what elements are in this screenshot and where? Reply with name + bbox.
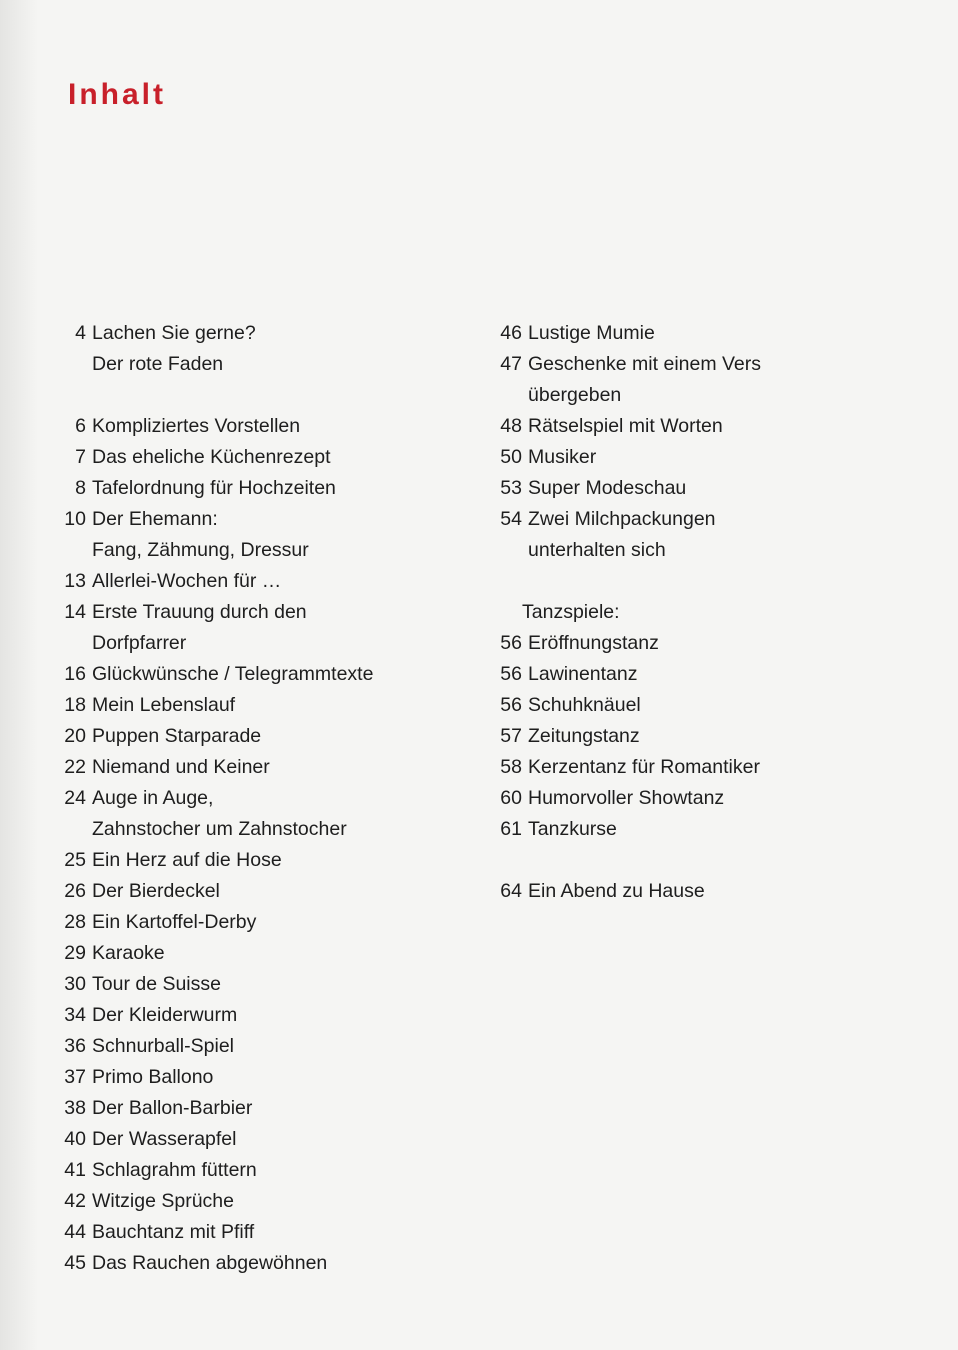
toc-entry-title: Schuhknäuel (528, 694, 641, 716)
toc-page-number: 22 (64, 756, 86, 778)
toc-entry-title: Ein Kartoffel-Derby (92, 911, 257, 933)
toc-page-number: 60 (500, 787, 522, 809)
toc-gap (482, 845, 902, 876)
toc-page-number: 10 (64, 508, 86, 530)
toc-entry-title: Kerzentanz für Romantiker (528, 756, 760, 778)
toc-page-number: 54 (500, 508, 522, 530)
toc-entry (46, 783, 466, 814)
toc-entry-title: Ein Abend zu Hause (528, 880, 705, 902)
toc-page-number: 28 (64, 911, 86, 933)
toc-left-column (46, 318, 466, 1279)
toc-right-column (482, 318, 902, 907)
toc-page-number: 50 (500, 446, 522, 468)
toc-entry-title: Tafelordnung für Hochzeiten (92, 477, 336, 499)
toc-entry-title: Lachen Sie gerne? (92, 322, 256, 344)
toc-gap (46, 380, 466, 411)
toc-entry-title: Ein Herz auf die Hose (92, 849, 282, 871)
toc-entry (46, 845, 466, 876)
toc-entry-title: Super Modeschau (528, 477, 687, 499)
page-title: Inhalt (68, 78, 166, 111)
toc-page-number: 46 (500, 322, 522, 344)
toc-entry (482, 876, 902, 907)
toc-gap (482, 566, 902, 597)
toc-entry-title: Der Ehemann: (92, 508, 218, 530)
toc-page-number: 13 (64, 570, 86, 592)
toc-page-number: 29 (64, 942, 86, 964)
toc-entry (482, 504, 902, 535)
toc-entry (46, 690, 466, 721)
toc-entry-title: Der Wasserapfel (92, 1128, 237, 1150)
page-edge-shadow (0, 0, 38, 1350)
toc-entry (482, 752, 902, 783)
toc-entry (46, 659, 466, 690)
toc-entry (46, 907, 466, 938)
toc-page-number: 57 (500, 725, 522, 747)
toc-entry (46, 318, 466, 349)
toc-entry-title: Tanzkurse (528, 818, 617, 840)
toc-entry-title: Tour de Suisse (92, 973, 221, 995)
toc-entry (482, 628, 902, 659)
toc-entry-title: Zeitungstanz (528, 725, 640, 747)
toc-entry-title: Auge in Auge, (92, 787, 214, 809)
toc-entry (46, 938, 466, 969)
toc-entry-title: Bauchtanz mit Pfiff (92, 1221, 255, 1243)
toc-entry (46, 504, 466, 535)
toc-entry-title: Rätselspiel mit Worten (528, 415, 723, 437)
toc-entry-title: Eröffnungstanz (528, 632, 659, 654)
toc-entry-title: Primo Ballono (92, 1066, 214, 1088)
toc-entry (46, 1155, 466, 1186)
toc-entry (46, 597, 466, 628)
toc-entry (482, 442, 902, 473)
toc-entry (46, 411, 466, 442)
toc-entry-title-continued: Dorfpfarrer (92, 632, 187, 654)
toc-page-number: 24 (64, 787, 86, 809)
toc-entry-title: Humorvoller Showtanz (528, 787, 725, 809)
toc-page-number: 56 (500, 663, 522, 685)
toc-entry (46, 969, 466, 1000)
toc-page-number: 41 (64, 1159, 86, 1181)
toc-entry-title: Das eheliche Küchenrezept (92, 446, 331, 468)
toc-entry (46, 442, 466, 473)
toc-entry-title-continued: unterhalten sich (528, 539, 666, 561)
toc-entry-title: Allerlei-Wochen für … (92, 570, 282, 592)
toc-page-number: 20 (64, 725, 86, 747)
toc-entry-title: Glückwünsche / Telegrammtexte (92, 663, 374, 685)
toc-entry (46, 1124, 466, 1155)
toc-entry (482, 473, 902, 504)
toc-entry (46, 1248, 466, 1279)
toc-entry (46, 876, 466, 907)
toc-page-number: 44 (64, 1221, 86, 1243)
toc-page-number: 37 (64, 1066, 86, 1088)
toc-entry-title: Schnurball-Spiel (92, 1035, 234, 1057)
toc-entry (482, 318, 902, 349)
toc-page-number: 6 (75, 415, 86, 437)
toc-entry-title: Der Bierdeckel (92, 880, 220, 902)
toc-entry-title: Mein Lebenslauf (92, 694, 236, 716)
toc-entry (46, 1062, 466, 1093)
toc-entry-title: Zwei Milchpackungen (528, 508, 716, 530)
toc-page-number: 4 (75, 322, 86, 344)
toc-entry-title-continued: übergeben (528, 384, 622, 406)
toc-entry-title: Kompliziertes Vorstellen (92, 415, 301, 437)
toc-page-number: 48 (500, 415, 522, 437)
toc-entry-title: Schlagrahm füttern (92, 1159, 257, 1181)
toc-entry (46, 721, 466, 752)
toc-entry (46, 1093, 466, 1124)
toc-page-number: 58 (500, 756, 522, 778)
toc-entry (46, 752, 466, 783)
toc-entry (46, 1217, 466, 1248)
toc-entry (46, 1186, 466, 1217)
toc-page-number: 36 (64, 1035, 86, 1057)
toc-page-number: 56 (500, 632, 522, 654)
toc-entry-title: Geschenke mit einem Vers (528, 353, 762, 375)
toc-page-number: 38 (64, 1097, 86, 1119)
toc-section-heading: Tanzspiele: (522, 601, 620, 623)
toc-entry-title: Der Ballon-Barbier (92, 1097, 253, 1119)
toc-page-number: 53 (500, 477, 522, 499)
toc-entry (46, 1000, 466, 1031)
toc-entry-title: Niemand und Keiner (92, 756, 270, 778)
toc-page-number: 34 (64, 1004, 86, 1026)
toc-page-number: 18 (64, 694, 86, 716)
toc-entry-title: Lustige Mumie (528, 322, 655, 344)
toc-page-number: 7 (75, 446, 86, 468)
toc-page-number: 16 (64, 663, 86, 685)
toc-page-number: 64 (500, 880, 522, 902)
toc-entry-title-continued: Fang, Zähmung, Dressur (92, 539, 309, 561)
toc-page-number: 42 (64, 1190, 86, 1212)
toc-page-number: 30 (64, 973, 86, 995)
toc-entry (46, 566, 466, 597)
toc-entry-title: Der Kleiderwurm (92, 1004, 238, 1026)
toc-entry-title-continued: Zahnstocher um Zahnstocher (92, 818, 347, 840)
toc-entry (482, 814, 902, 845)
toc-entry-title: Karaoke (92, 942, 165, 964)
toc-entry (482, 783, 902, 814)
toc-page-number: 61 (500, 818, 522, 840)
toc-entry (482, 349, 902, 380)
toc-page-number: 26 (64, 880, 86, 902)
toc-entry (46, 1031, 466, 1062)
toc-entry (482, 721, 902, 752)
toc-page-number: 56 (500, 694, 522, 716)
toc-page-number: 40 (64, 1128, 86, 1150)
toc-page-number: 25 (64, 849, 86, 871)
toc-entry-title: Erste Trauung durch den (92, 601, 307, 623)
toc-entry-title: Witzige Sprüche (92, 1190, 234, 1212)
toc-entry (482, 659, 902, 690)
toc-entry-title-continued: Der rote Faden (92, 353, 224, 375)
toc-entry (482, 690, 902, 721)
toc-entry (482, 411, 902, 442)
toc-entry-title: Lawinentanz (528, 663, 638, 685)
toc-page-number: 45 (64, 1252, 86, 1274)
toc-entry-title: Das Rauchen abgewöhnen (92, 1252, 328, 1274)
toc-page-number: 8 (75, 477, 86, 499)
toc-entry (46, 473, 466, 504)
toc-page-number: 47 (500, 353, 522, 375)
toc-entry-title: Musiker (528, 446, 597, 468)
toc-page-number: 14 (64, 601, 86, 623)
toc-entry-title: Puppen Starparade (92, 725, 262, 747)
